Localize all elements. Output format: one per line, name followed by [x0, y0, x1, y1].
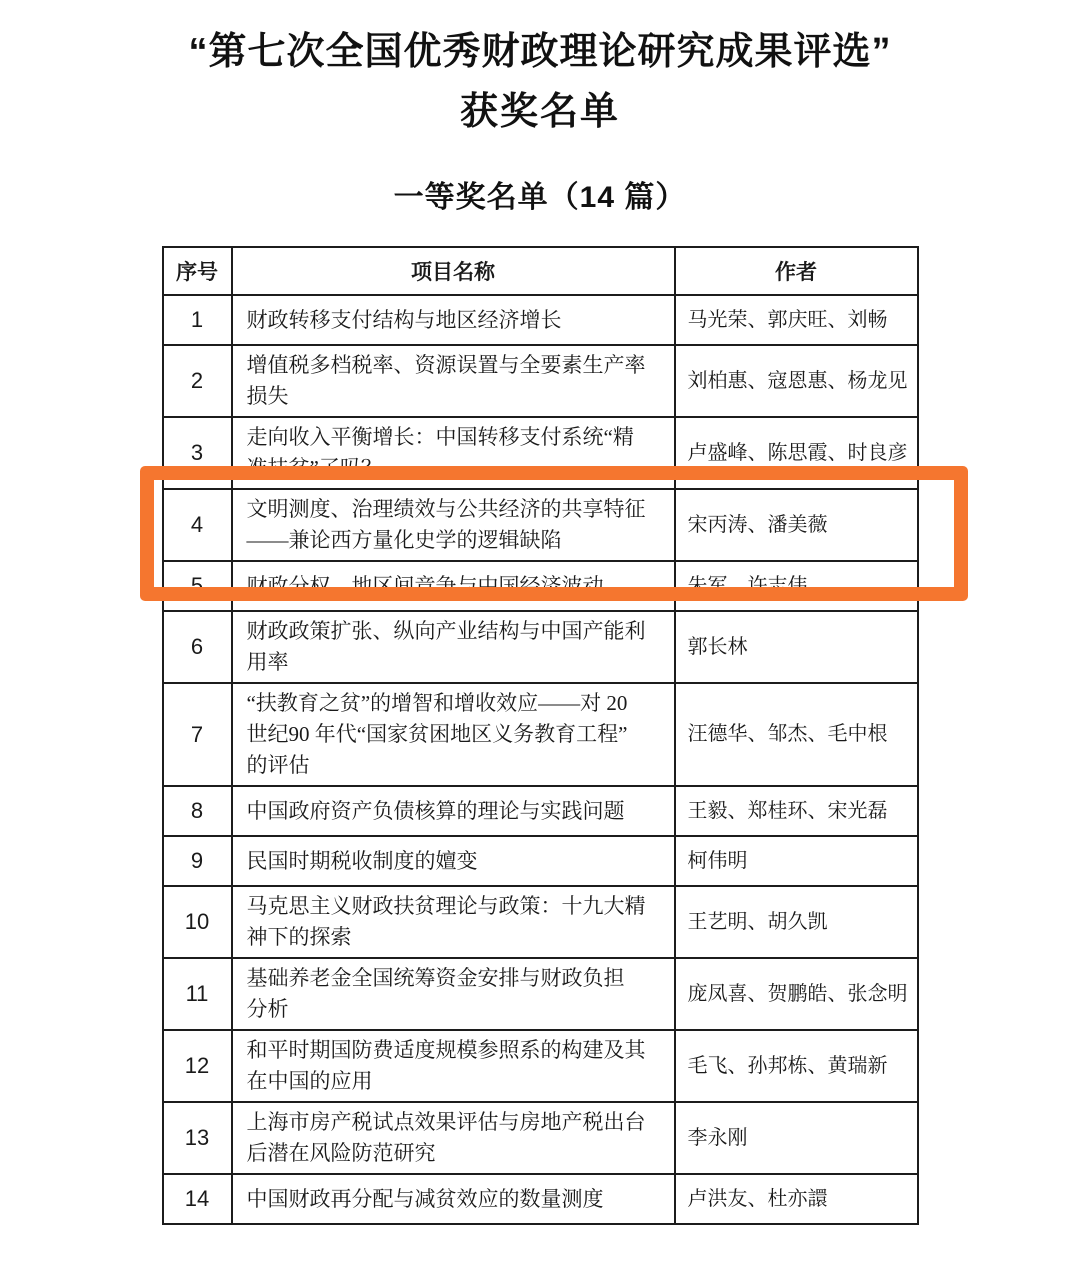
row-title: 和平时期国防费适度规模参照系的构建及其 在中国的应用: [232, 1030, 675, 1102]
row-title: 民国时期税收制度的嬗变: [232, 836, 675, 886]
row-authors: 王毅、郑桂环、宋光磊: [675, 786, 918, 836]
section-subtitle: 一等奖名单（14 篇）: [393, 181, 687, 214]
row-title: 财政政策扩张、纵向产业结构与中国产能利 用率: [232, 611, 675, 683]
table-row: [163, 1030, 918, 1102]
row-num: 11: [163, 958, 232, 1030]
table-row: [163, 786, 918, 836]
row-authors: 刘柏惠、寇恩惠、杨龙见: [675, 345, 918, 417]
row-num: 5: [163, 561, 232, 611]
row-authors: 毛飞、孙邦栋、黄瑞新: [675, 1030, 918, 1102]
row-num: 8: [163, 786, 232, 836]
row-num: 7: [163, 683, 232, 786]
row-authors: 卢盛峰、陈思霞、时良彦: [675, 417, 918, 489]
row-authors: 柯伟明: [675, 836, 918, 886]
row-title: 上海市房产税试点效果评估与房地产税出台 后潜在风险防范研究: [232, 1102, 675, 1174]
page-title-line2: 获奖名单: [459, 91, 620, 133]
col-header-num: 序号: [163, 247, 232, 295]
table-row: [163, 561, 918, 611]
row-title: 财政转移支付结构与地区经济增长: [232, 295, 675, 345]
row-num: 13: [163, 1102, 232, 1174]
row-num: 1: [163, 295, 232, 345]
row-num: 4: [163, 489, 232, 561]
row-authors: 朱军、许志伟: [675, 561, 918, 611]
row-title: 增值税多档税率、资源误置与全要素生产率 损失: [232, 345, 675, 417]
row-authors: 卢洪友、杜亦譞: [675, 1174, 918, 1224]
table-row: [163, 1174, 918, 1224]
table-row: [163, 836, 918, 886]
table-row: [163, 1102, 918, 1174]
table-row: [163, 886, 918, 958]
table-row: [163, 295, 918, 345]
row-authors: 马光荣、郭庆旺、刘畅: [675, 295, 918, 345]
row-authors: 宋丙涛、潘美薇: [675, 489, 918, 561]
table-row: [163, 683, 918, 786]
row-title: 基础养老金全国统筹资金安排与财政负担 分析: [232, 958, 675, 1030]
row-title: 走向收入平衡增长：中国转移支付系统“精 准扶贫”了吗？: [232, 417, 675, 489]
row-authors: 庞凤喜、贺鹏皓、张念明: [675, 958, 918, 1030]
row-title: “扶教育之贫”的增智和增收效应——对 20 世纪90 年代“国家贫困地区义务教育工程” 的评估: [232, 683, 675, 786]
awards-table: [162, 246, 919, 1225]
table-row-highlighted: [163, 489, 918, 561]
table-header-row: [163, 247, 918, 295]
row-num: 14: [163, 1174, 232, 1224]
row-authors: 李永刚: [675, 1102, 918, 1174]
row-authors: 郭长林: [675, 611, 918, 683]
table-row: [163, 958, 918, 1030]
row-num: 3: [163, 417, 232, 489]
row-num: 10: [163, 886, 232, 958]
row-title: 马克思主义财政扶贫理论与政策：十九大精 神下的探索: [232, 886, 675, 958]
table-row: [163, 417, 918, 489]
row-num: 6: [163, 611, 232, 683]
row-title: 中国政府资产负债核算的理论与实践问题: [232, 786, 675, 836]
row-authors: 王艺明、胡久凯: [675, 886, 918, 958]
row-title: 文明测度、治理绩效与公共经济的共享特征 ——兼论西方量化史学的逻辑缺陷: [232, 489, 675, 561]
col-header-title: 项目名称: [232, 247, 675, 295]
row-num: 2: [163, 345, 232, 417]
row-title: 财政分权、地区间竞争与中国经济波动: [232, 561, 675, 611]
page-title-line1: “第七次全国优秀财政理论研究成果评选”: [188, 31, 892, 73]
row-title: 中国财政再分配与减贫效应的数量测度: [232, 1174, 675, 1224]
row-num: 12: [163, 1030, 232, 1102]
table-row: [163, 611, 918, 683]
col-header-authors: 作者: [675, 247, 918, 295]
row-num: 9: [163, 836, 232, 886]
table-row: [163, 345, 918, 417]
row-authors: 汪德华、邹杰、毛中根: [675, 683, 918, 786]
